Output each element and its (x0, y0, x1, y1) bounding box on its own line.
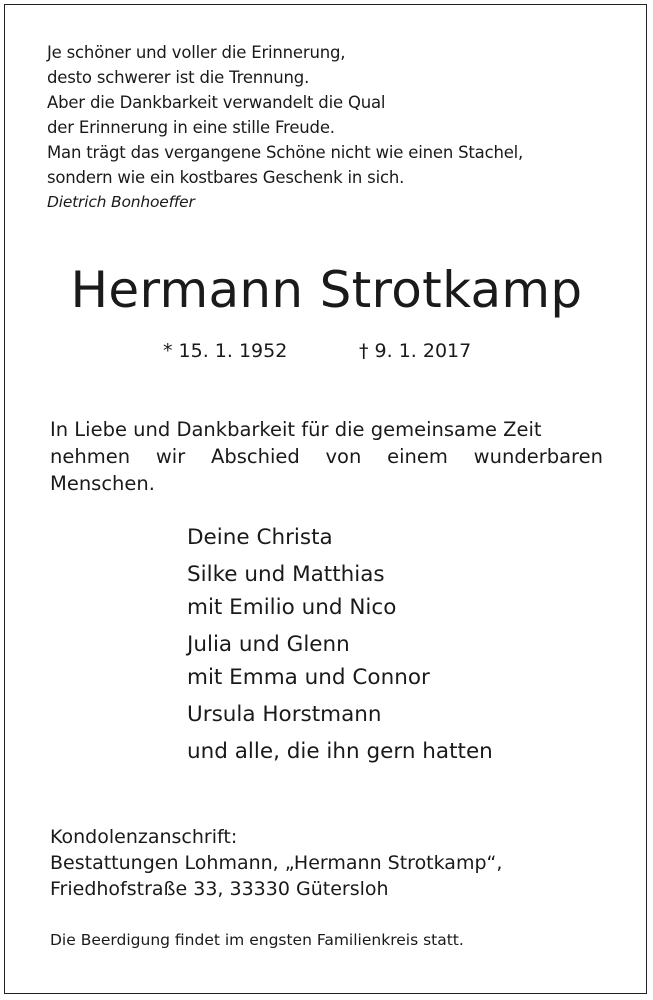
condolence-address-line: Friedhofstraße 33, 33330 Gütersloh (50, 878, 389, 900)
farewell-line: Menschen. (50, 472, 155, 495)
mourner-group (187, 735, 607, 768)
life-dates (163, 339, 472, 363)
funeral-note: Die Beerdigung findet im engsten Familienkreis statt. (50, 931, 464, 949)
mourner-name: Deine Christa (187, 525, 333, 550)
quote-line: desto schwerer ist die Trennung. (47, 68, 310, 87)
mourner-name: und alle, die ihn gern hatten (187, 739, 493, 764)
memorial-quote (47, 40, 607, 215)
mourners-list (187, 521, 607, 772)
death-date: † 9. 1. 2017 (359, 340, 472, 362)
mourner-name: mit Emma und Connor (187, 665, 430, 690)
quote-line: sondern wie ein kostbares Geschenk in sich. (47, 168, 405, 187)
condolence-address (50, 824, 610, 902)
quote-line: Je schöner und voller die Erinnerung, (47, 43, 346, 62)
mourner-group (187, 558, 607, 624)
quote-author: Dietrich Bonhoeffer (47, 193, 195, 211)
birth-date: * 15. 1. 1952 (163, 340, 288, 362)
mourner-group (187, 628, 607, 694)
mourner-name: Silke und Matthias (187, 562, 385, 587)
quote-line: Aber die Dankbarkeit verwandelt die Qual (47, 93, 386, 112)
farewell-line: nehmen wir Abschied von einem wunderbaren (50, 445, 603, 468)
farewell-text (50, 416, 603, 497)
quote-line: Man trägt das vergangene Schöne nicht wie einen Stachel, (47, 143, 524, 162)
mourner-group (187, 521, 607, 554)
condolence-address-line: Bestattungen Lohmann, „Hermann Strotkamp“, (50, 852, 503, 874)
quote-line: der Erinnerung in eine stille Freude. (47, 118, 335, 137)
mourner-name: Ursula Horstmann (187, 702, 382, 727)
mourner-name: Julia und Glenn (187, 632, 350, 657)
mourner-group (187, 698, 607, 731)
farewell-line: In Liebe und Dankbarkeit für die gemeinsame Zeit (50, 418, 542, 441)
deceased-name: Hermann Strotkamp (70, 261, 583, 319)
mourner-name: mit Emilio und Nico (187, 595, 397, 620)
condolence-label: Kondolenzanschrift: (50, 826, 238, 848)
